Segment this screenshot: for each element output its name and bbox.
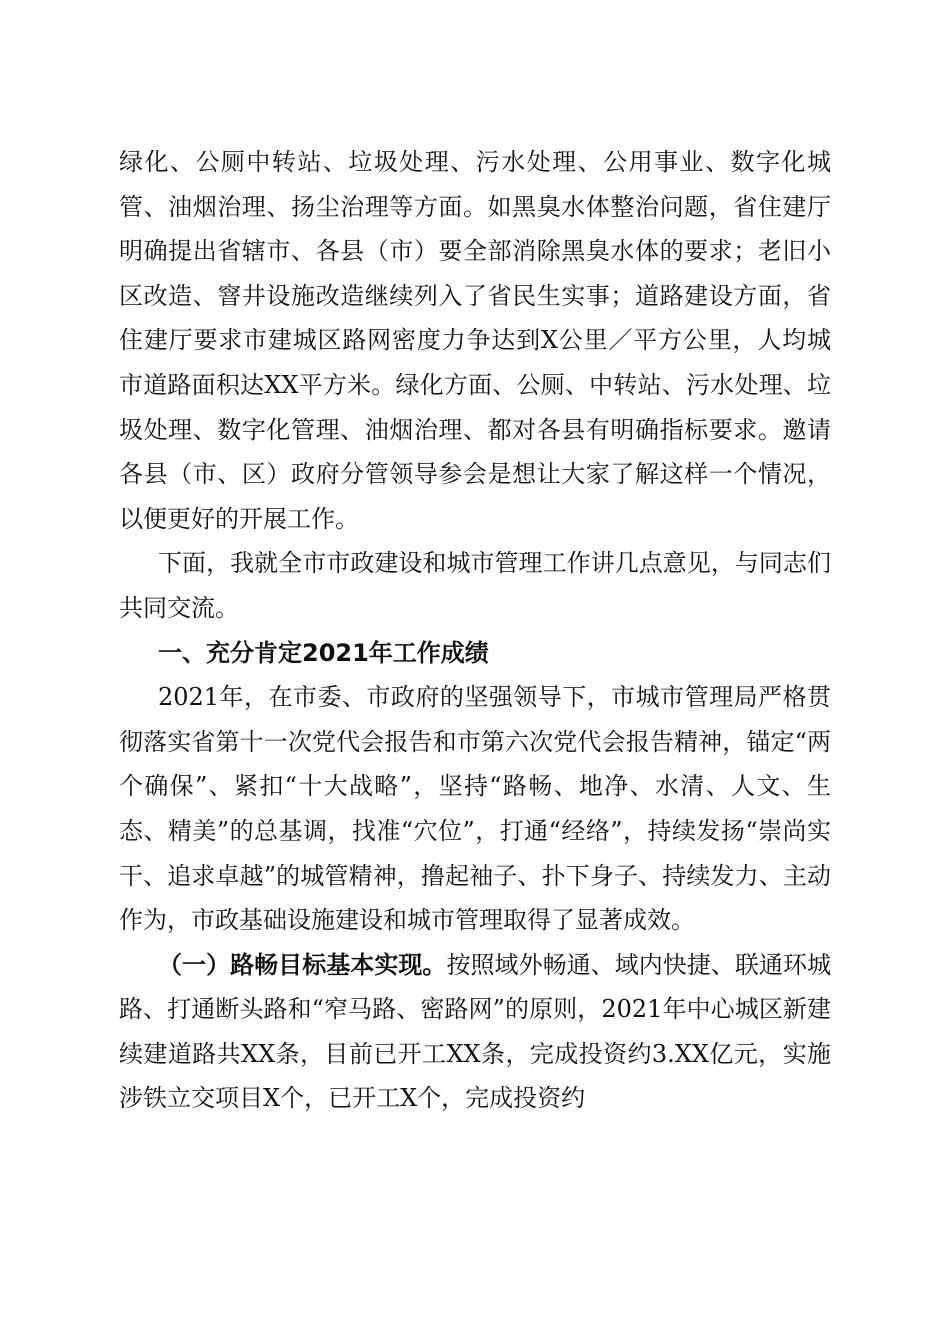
paragraph-continuation: 绿化、公厕中转站、垃圾处理、污水处理、公用事业、数字化城管、油烟治理、扬尘治理等方面。如黑臭水体整治问题，省住建厅明确提出省辖市、各县（市）要全部消除黑臭水体的要求；老旧小区改造、窨井设施改造继续列入了省民生实事；道路建设方面，省住建厅要求市建城区路网密度力争达到X公里／平方公里，人均城市道路面积达XX平方米。绿化方面、公厕、中转站、污水处理、垃圾处理、数字化管理、油烟治理、都对各县有明确指标要求。邀请各县（市、区）政府分管领导参会是想让大家了解这样一个情况，以便更好的开展工作。 xyxy=(119,148,831,533)
document-body xyxy=(119,140,831,1121)
subsection-body: 按照域外畅通、域内快捷、联通环城路、打通断头路和“窄马路、密路网”的原则，2021年中心城区新建续建道路共XX条，目前已开工XX条，完成投资约3.XX亿元，实施涉铁立交项目X个，已开工X个，完成投资约 xyxy=(119,950,832,1113)
section-paragraph: 2021年，在市委、市政府的坚强领导下，市城市管理局严格贯彻落实省第十一次党代会报告和市第六次党代会报告精神，锚定“两个确保”、紧扣“十大战略”，坚持“路畅、地净、水清、人文、生态、精美”的总基调，找准“穴位”，打通“经络”，持续发扬“崇尚实干、追求卓越”的城管精神，撸起袖子、扑下身子、持续发力、主动作为，市政基础设施建设和城市管理取得了显著成效。 xyxy=(119,683,831,935)
subsection-title: （一）路畅目标基本实现。 xyxy=(158,950,447,979)
section-heading: 一、充分肯定2021年工作成绩 xyxy=(158,638,489,667)
subsection-paragraph xyxy=(119,943,831,1121)
paragraph-intro: 下面，我就全市市政建设和城市管理工作讲几点意见，与同志们共同交流。 xyxy=(119,549,831,622)
